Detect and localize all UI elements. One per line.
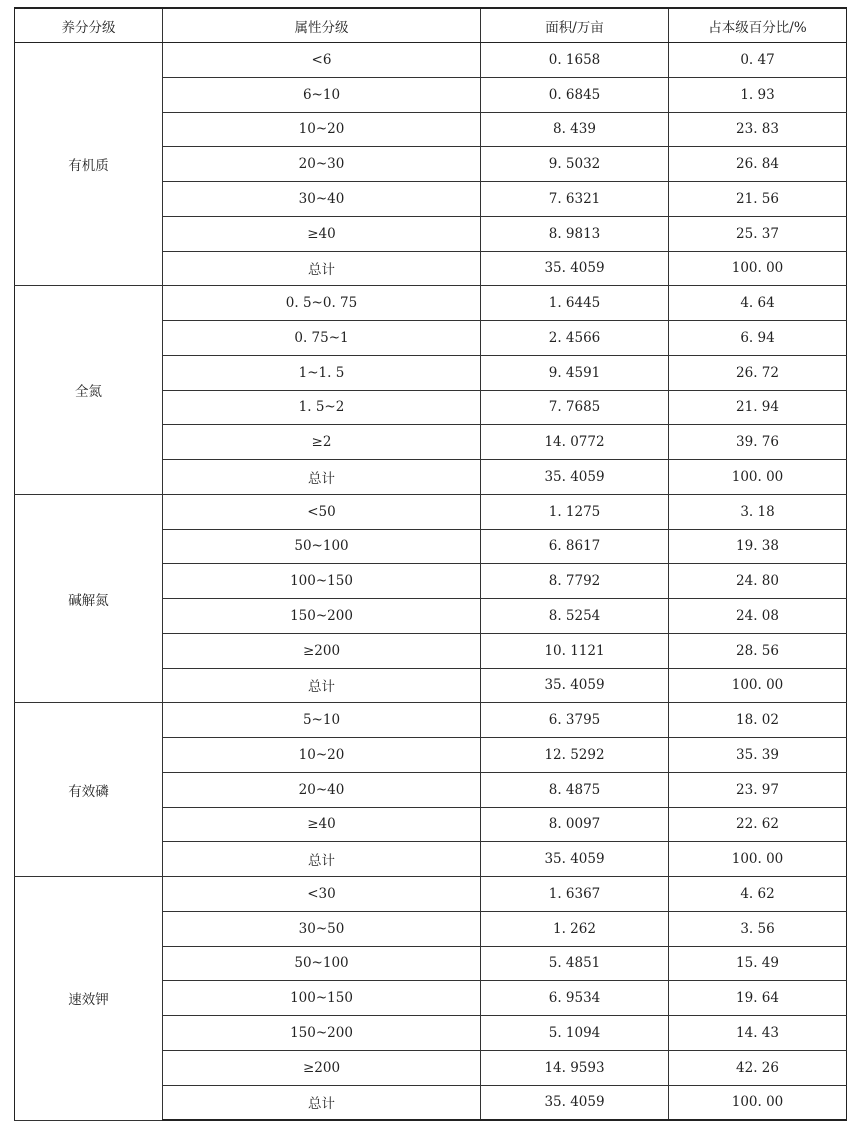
- percentage-cell: 19. 38: [669, 529, 847, 564]
- attribute-level-cell: 50~100: [163, 946, 481, 981]
- attribute-level-cell: 总计: [163, 251, 481, 286]
- nutrient-group-cell: 有机质: [15, 43, 163, 286]
- area-cell: 10. 1121: [481, 633, 669, 668]
- nutrient-grading-table: [14, 7, 847, 1121]
- nutrient-group-cell: 有效磷: [15, 703, 163, 877]
- area-cell: 5. 1094: [481, 1016, 669, 1051]
- area-cell: 14. 9593: [481, 1050, 669, 1085]
- area-cell: 8. 4875: [481, 772, 669, 807]
- area-cell: 6. 3795: [481, 703, 669, 738]
- attribute-level-cell: 0. 5~0. 75: [163, 286, 481, 321]
- percentage-cell: 24. 08: [669, 599, 847, 634]
- percentage-cell: 6. 94: [669, 321, 847, 356]
- percentage-cell: 21. 94: [669, 390, 847, 425]
- area-cell: 8. 0097: [481, 807, 669, 842]
- percentage-cell: 15. 49: [669, 946, 847, 981]
- percentage-cell: 100. 00: [669, 842, 847, 877]
- area-cell: 1. 6445: [481, 286, 669, 321]
- percentage-cell: 4. 64: [669, 286, 847, 321]
- table-row: [15, 43, 847, 78]
- nutrient-group-cell: 全氮: [15, 286, 163, 495]
- attribute-level-cell: 1~1. 5: [163, 355, 481, 390]
- attribute-level-cell: 总计: [163, 668, 481, 703]
- percentage-cell: 4. 62: [669, 877, 847, 912]
- attribute-level-cell: ≥200: [163, 633, 481, 668]
- area-cell: 6. 8617: [481, 529, 669, 564]
- area-cell: 35. 4059: [481, 842, 669, 877]
- attribute-level-cell: 总计: [163, 842, 481, 877]
- attribute-level-cell: 20~40: [163, 772, 481, 807]
- percentage-cell: 25. 37: [669, 216, 847, 251]
- area-cell: 0. 1658: [481, 43, 669, 78]
- area-cell: 12. 5292: [481, 738, 669, 773]
- percentage-cell: 14. 43: [669, 1016, 847, 1051]
- header-attribute-level: 属性分级: [163, 8, 481, 43]
- percentage-cell: 18. 02: [669, 703, 847, 738]
- attribute-level-cell: 30~40: [163, 182, 481, 217]
- attribute-level-cell: 150~200: [163, 1016, 481, 1051]
- percentage-cell: 35. 39: [669, 738, 847, 773]
- percentage-cell: 100. 00: [669, 668, 847, 703]
- area-cell: 35. 4059: [481, 251, 669, 286]
- attribute-level-cell: 总计: [163, 1085, 481, 1120]
- area-cell: 6. 9534: [481, 981, 669, 1016]
- percentage-cell: 21. 56: [669, 182, 847, 217]
- header-area: 面积/万亩: [481, 8, 669, 43]
- percentage-cell: 23. 97: [669, 772, 847, 807]
- attribute-level-cell: 0. 75~1: [163, 321, 481, 356]
- attribute-level-cell: 50~100: [163, 529, 481, 564]
- percentage-cell: 0. 47: [669, 43, 847, 78]
- table-row: [15, 286, 847, 321]
- area-cell: 8. 7792: [481, 564, 669, 599]
- attribute-level-cell: 30~50: [163, 911, 481, 946]
- table-row: [15, 494, 847, 529]
- percentage-cell: 39. 76: [669, 425, 847, 460]
- attribute-level-cell: 20~30: [163, 147, 481, 182]
- area-cell: 35. 4059: [481, 1085, 669, 1120]
- area-cell: 14. 0772: [481, 425, 669, 460]
- attribute-level-cell: ≥40: [163, 216, 481, 251]
- percentage-cell: 19. 64: [669, 981, 847, 1016]
- percentage-cell: 1. 93: [669, 77, 847, 112]
- area-cell: 7. 6321: [481, 182, 669, 217]
- percentage-cell: 100. 00: [669, 251, 847, 286]
- area-cell: 9. 5032: [481, 147, 669, 182]
- attribute-level-cell: 10~20: [163, 112, 481, 147]
- table-row: [15, 703, 847, 738]
- attribute-level-cell: <30: [163, 877, 481, 912]
- percentage-cell: 23. 83: [669, 112, 847, 147]
- attribute-level-cell: 150~200: [163, 599, 481, 634]
- table-row: [15, 877, 847, 912]
- area-cell: 1. 6367: [481, 877, 669, 912]
- attribute-level-cell: 5~10: [163, 703, 481, 738]
- percentage-cell: 26. 84: [669, 147, 847, 182]
- area-cell: 5. 4851: [481, 946, 669, 981]
- percentage-cell: 3. 18: [669, 494, 847, 529]
- attribute-level-cell: ≥2: [163, 425, 481, 460]
- area-cell: 2. 4566: [481, 321, 669, 356]
- attribute-level-cell: 100~150: [163, 564, 481, 599]
- area-cell: 9. 4591: [481, 355, 669, 390]
- attribute-level-cell: <50: [163, 494, 481, 529]
- header-percentage: 占本级百分比/%: [669, 8, 847, 43]
- area-cell: 35. 4059: [481, 668, 669, 703]
- area-cell: 8. 5254: [481, 599, 669, 634]
- percentage-cell: 3. 56: [669, 911, 847, 946]
- percentage-cell: 26. 72: [669, 355, 847, 390]
- area-cell: 1. 1275: [481, 494, 669, 529]
- table-body: [15, 43, 847, 1121]
- percentage-cell: 100. 00: [669, 1085, 847, 1120]
- percentage-cell: 22. 62: [669, 807, 847, 842]
- area-cell: 1. 262: [481, 911, 669, 946]
- area-cell: 8. 9813: [481, 216, 669, 251]
- nutrient-group-cell: 速效钾: [15, 877, 163, 1121]
- percentage-cell: 24. 80: [669, 564, 847, 599]
- area-cell: 0. 6845: [481, 77, 669, 112]
- attribute-level-cell: 10~20: [163, 738, 481, 773]
- percentage-cell: 100. 00: [669, 460, 847, 495]
- header-nutrient-level: 养分分级: [15, 8, 163, 43]
- attribute-level-cell: <6: [163, 43, 481, 78]
- attribute-level-cell: 1. 5~2: [163, 390, 481, 425]
- header-row: [15, 8, 847, 43]
- percentage-cell: 42. 26: [669, 1050, 847, 1085]
- attribute-level-cell: 总计: [163, 460, 481, 495]
- attribute-level-cell: 6~10: [163, 77, 481, 112]
- area-cell: 35. 4059: [481, 460, 669, 495]
- attribute-level-cell: ≥40: [163, 807, 481, 842]
- percentage-cell: 28. 56: [669, 633, 847, 668]
- nutrient-group-cell: 碱解氮: [15, 494, 163, 703]
- area-cell: 7. 7685: [481, 390, 669, 425]
- attribute-level-cell: ≥200: [163, 1050, 481, 1085]
- area-cell: 8. 439: [481, 112, 669, 147]
- attribute-level-cell: 100~150: [163, 981, 481, 1016]
